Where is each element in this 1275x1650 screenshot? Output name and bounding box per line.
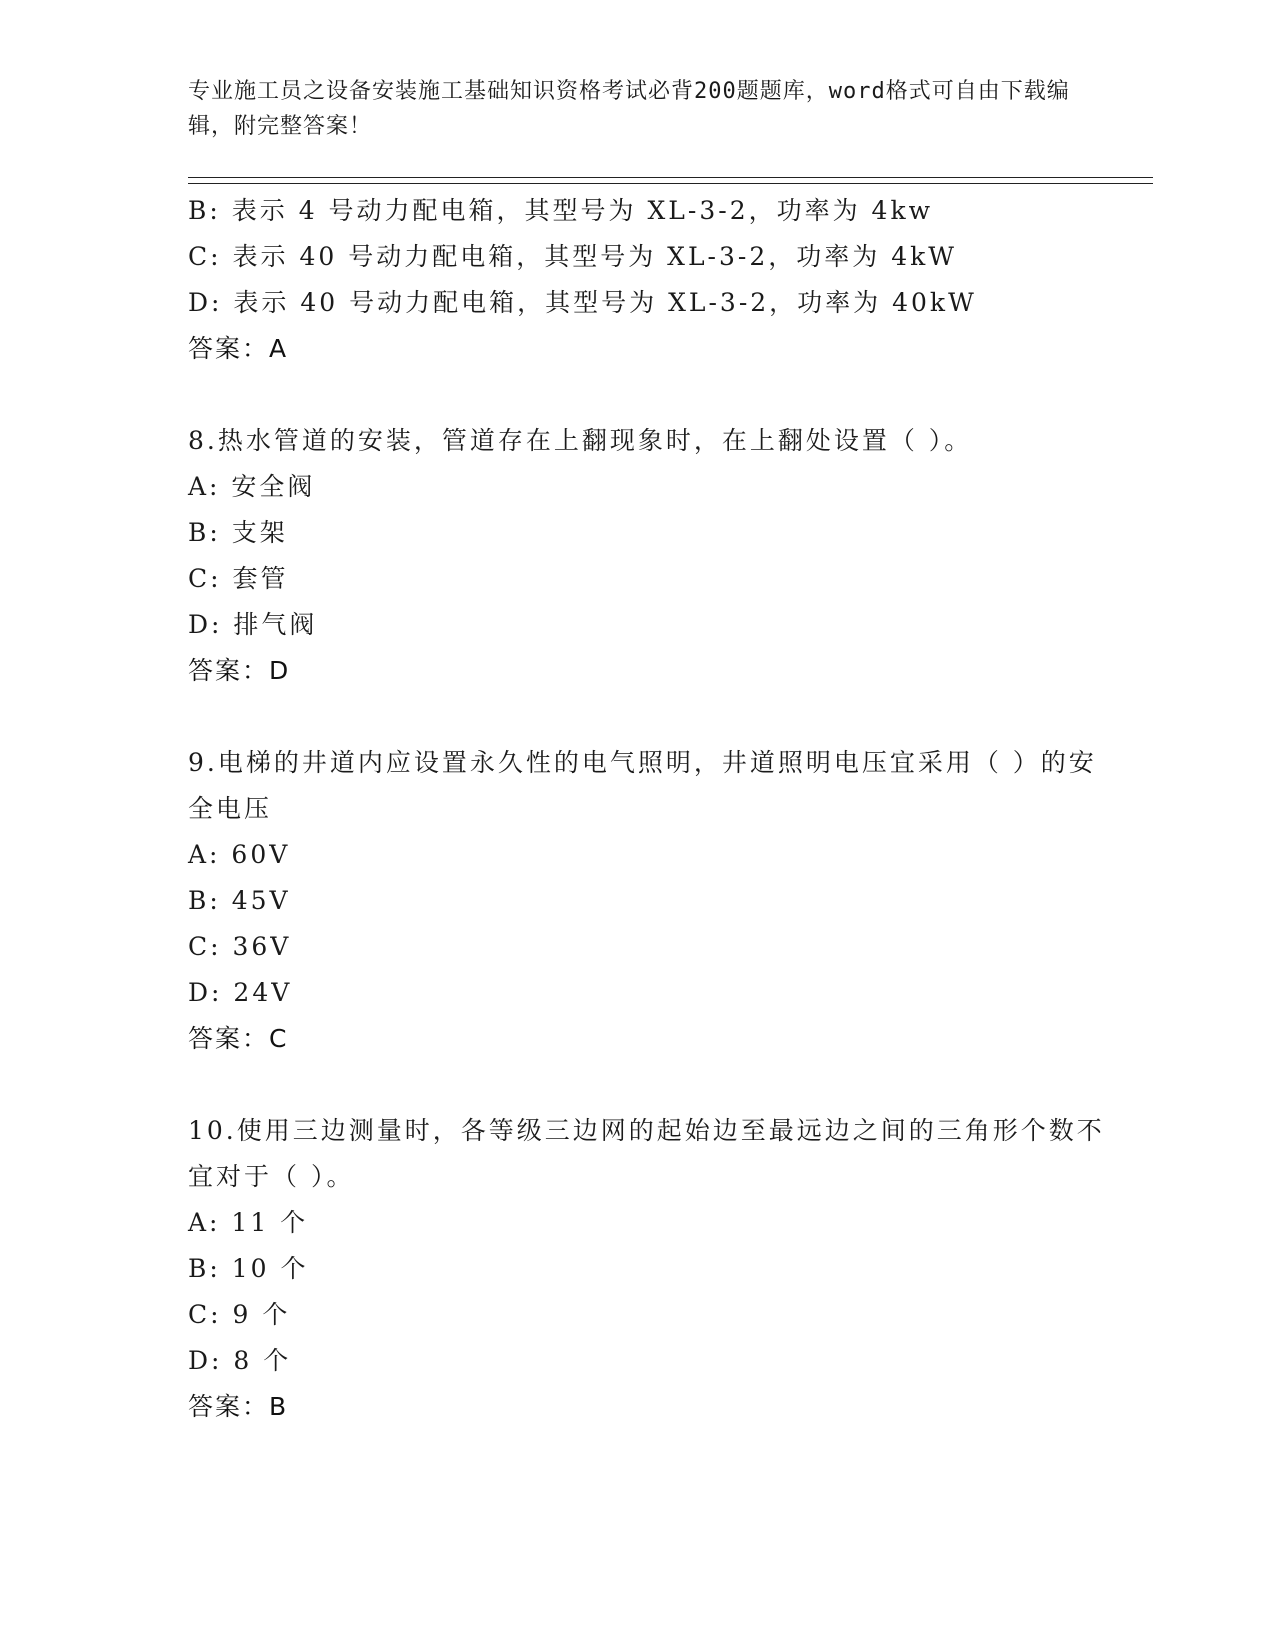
option-c: C: 表示 40 号动力配电箱，其型号为 XL-3-2，功率为 4kW bbox=[188, 242, 957, 271]
option-a: A: 11 个 bbox=[188, 1208, 309, 1237]
option-d: D: 排气阀 bbox=[188, 610, 318, 639]
option-b: B: 表示 4 号动力配电箱，其型号为 XL-3-2，功率为 4kw bbox=[188, 196, 933, 225]
answer: 答案：A bbox=[188, 334, 289, 363]
question-9 bbox=[188, 740, 1108, 1062]
spacer bbox=[188, 694, 1108, 740]
option-b: B: 10 个 bbox=[188, 1254, 309, 1283]
question-stem: 10.使用三边测量时，各等级三边网的起始边至最远边之间的三角形个数不宜对于（ ）。 bbox=[188, 1116, 1105, 1191]
option-b: B: 支架 bbox=[188, 518, 288, 547]
header-divider-bottom bbox=[188, 183, 1153, 184]
option-b: B: 45V bbox=[188, 886, 291, 915]
option-c: C: 9 个 bbox=[188, 1300, 291, 1329]
document-body bbox=[188, 188, 1108, 1430]
answer: 答案：C bbox=[188, 1024, 289, 1053]
spacer bbox=[188, 372, 1108, 418]
option-a: A: 60V bbox=[188, 840, 291, 869]
answer: 答案：D bbox=[188, 656, 291, 685]
option-a: A: 安全阀 bbox=[188, 472, 316, 501]
question-10 bbox=[188, 1108, 1108, 1430]
spacer bbox=[188, 1062, 1108, 1108]
answer: 答案：B bbox=[188, 1392, 289, 1421]
option-d: D: 表示 40 号动力配电箱，其型号为 XL-3-2，功率为 40kW bbox=[188, 288, 977, 317]
option-d: D: 8 个 bbox=[188, 1346, 292, 1375]
option-c: C: 36V bbox=[188, 932, 292, 961]
document-header: 专业施工员之设备安装施工基础知识资格考试必背200题题库，word格式可自由下载编辑，附完整答案！ bbox=[188, 79, 1070, 139]
option-d: D: 24V bbox=[188, 978, 293, 1007]
question-8 bbox=[188, 418, 1108, 694]
question-stem: 8.热水管道的安装，管道存在上翻现象时，在上翻处设置（ ）。 bbox=[188, 426, 973, 455]
header-divider-top bbox=[188, 177, 1153, 178]
question-stem: 9.电梯的井道内应设置永久性的电气照明，井道照明电压宜采用（ ）的安全电压 bbox=[188, 748, 1097, 823]
carryover-question bbox=[188, 188, 1108, 372]
option-c: C: 套管 bbox=[188, 564, 289, 593]
